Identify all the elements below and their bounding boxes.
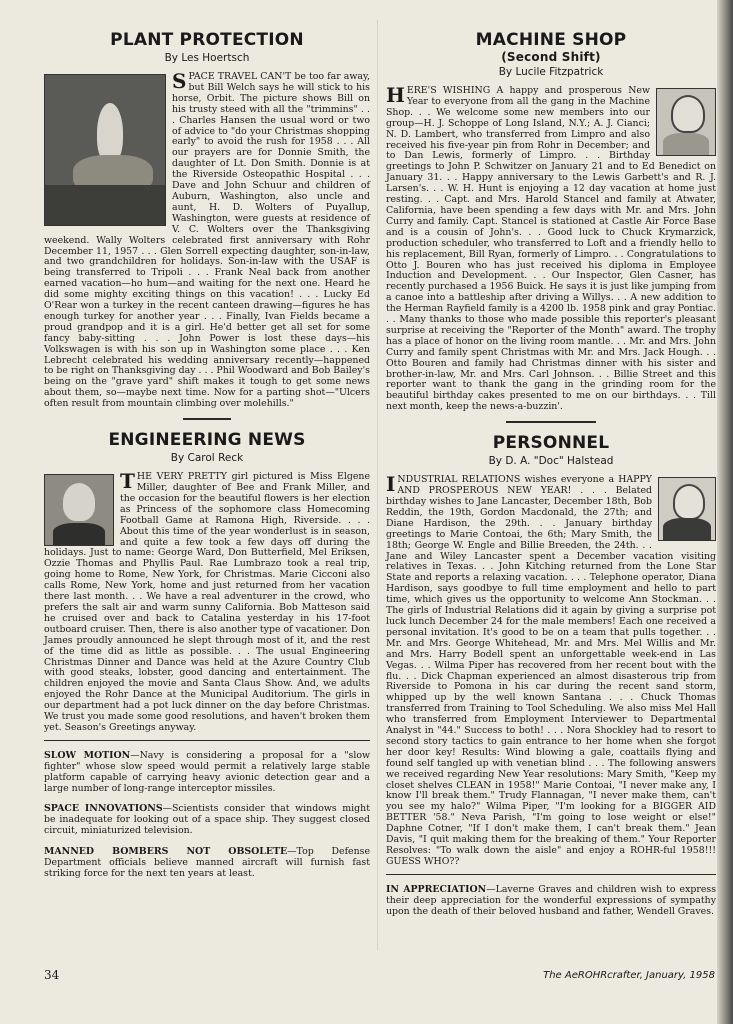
brief-manned-bombers xyxy=(44,847,370,880)
brief-space-innovations xyxy=(44,804,370,837)
section-divider xyxy=(183,418,231,420)
portrait-photo xyxy=(44,474,114,546)
engineering-news-article xyxy=(44,469,370,734)
portrait-photo xyxy=(658,477,716,541)
plant-protection-title: PLANT PROTECTION xyxy=(110,30,304,50)
machine-shop-title: MACHINE SHOP xyxy=(475,30,627,50)
brief-label: IN APPRECIATION xyxy=(386,883,487,895)
brief-label: SLOW MOTION xyxy=(44,749,131,761)
brief-slow-motion xyxy=(44,751,370,795)
publication-footer: The AeROHRcrafter, January, 1958 xyxy=(543,970,715,981)
page-number: 34 xyxy=(44,968,60,982)
brief-text: —Navy is considering a proposal for a "slow fighter" whose slow speed would permit a relatively large stable platform capable of carrying heavy avionic detection gear and a large number of long-range interceptor missiles. xyxy=(44,749,370,794)
machine-shop-subtitle: (Second Shift) xyxy=(501,50,601,64)
engineering-news-text: THE VERY PRETTY girl pictured is Miss Elgene Miller, daughter of Bee and Frank Miller, and the occasion for the beautiful flowers is her election as Princess of the sophomore class Homecoming Football Game at Ramona High, Riverside. . . . About this time of the year wonderlust is in season, and quite a few took a few days off during the holidays. Just to name: George Ward, Don Butterfield, Mel Eriksen, Ozzie Thomas and Phyllis Paul. Rae Lumbrazo took a real trip, going home to Rome, New York, for Christmas. Marie Cicconi also calls Rome, New York, home and just returned from her vacation there last month. . . We have a real adventurer in the crowd, who prefers the salt air and warm sunny California. Bob Matteson said he cruised over and back to Catalina yesterday in his 17-foot outboard cruiser. Then, there is also another type of vacationer. Don James proudly announced he slept through most of it, and the rest of the time did as little as possible. . . The usual Engineering Christmas Dinner and Dance was held at the Azure Country Club with good steaks, lobster, good dancing and entertainment. The children enjoyed the movie and Santa Claus Show. And, we adults enjoyed the Rohr Dance at the Municipal Auditorium. The girls in our department had a pot luck dinner on the day before Christmas. We trust you made some good resolutions, and haven't broken them yet. Season's Greetings anyway. xyxy=(44,469,370,733)
section-divider xyxy=(506,421,596,423)
plant-protection-article xyxy=(44,69,370,410)
brief-text: —Laverne Graves and children wish to express their deep appreciation for the wonderful expressions of sympathy upon the death of their beloved husband and father, Wendell Graves. xyxy=(386,883,717,917)
machine-shop-byline: By Lucile Fitzpatrick xyxy=(498,66,604,78)
personnel-article xyxy=(386,472,716,868)
horse-rider-photo xyxy=(44,74,166,226)
brief-label: MANNED BOMBERS NOT OBSOLETE xyxy=(44,846,288,858)
column-rule xyxy=(377,20,378,950)
section-rule xyxy=(44,740,370,741)
left-column xyxy=(44,0,370,890)
page-spine-shadow xyxy=(717,0,733,1024)
personnel-text: INDUSTRIAL RELATIONS wishes everyone a HAPPY AND PROSPEROUS NEW YEAR! . . . Belated birthday wishes to Jane Lancaster, December 18th, Bob Reddin, the 19th, Gordon Macdonald, the 27th; and Diane Hardison, the 29th. . . January birthday greetings to Marie Contoai, the 6th; Mary Smith, the 18th; George W. Engle and Billie Breeden, the 24th. . . Jane and Wiley Lancaster spent a December vacation visiting relatives in Texas. . . John Kitching returned from the Lone Star State and reports a relaxing vacation. . . . Telephone operator, Diana Hardison, says goodbye to full time employment and hello to part time, which gives us the opportunity to welcome Ann Stockman. . . The girls of Industrial Relations did it again by giving a surprise pot luck lunch December 24 for the male members! Each one received a personal invitation. It's good to be on a team that pulls together. . . Mr. and Mrs. George Whitehead, Mr. and Mrs. Mel Willis and Mr. and Mrs. Harry Bodell spent an unforgettable week-end in Las Vegas. . . Wilma Piper has recovered from her recent bout with the flu. . . Dick Chapman experienced an almost disasterous trip from Riverside to Pomona in his car during the recent sand storm, whipped up by the well known Santana . . . Chuck Thomas transferred from Training to Tool Scheduling. We also miss Mel Hall who transferred from Employment Interviewer to Departmental Analyst in "44." Success to both! . . . Nora Shockley had to resort to second story tactics to gain entrance to her home when she forgot her door key! Results: Wind blowing a gale, coattails flying and found self tangled up with venetian blind . . . The following answers we received regarding New Year resolutions: Mary Smith, "Keep my closet shelves CLEAN in 1958!" Marie Contoai, "I never make any, I know I'll break them." Trudy Flannagan, "I never make them, can't you see my halo?" Wilma Piper, "I'm looking for a BIGGER AID BETTER '58." Neva Parish, "I'm going to lose weight or else!" Daphne Cotner, "If I don't make them, I can't break them." Jean Davis, "I quit making them for the breaking of them." Your Reporter Resolves: "To walk down the aisle" and enjoy a ROHR-ful 1958!!! GUESS WHO?? xyxy=(386,472,716,867)
machine-shop-article xyxy=(386,83,716,413)
personnel-byline: By D. A. "Doc" Halstead xyxy=(488,455,614,468)
portrait-photo xyxy=(656,88,716,156)
machine-shop-text: HERE'S WISHING A happy and prosperous New Year to everyone from all the gang in the Machine Shop. . . We welcome some new members into our group—H. J. Schoppe of Long Island, N.Y.; A. J. Cianci; N. D. Lambert, who transferred from Limpro and also received his five-year pin from Rohr in December; and to Dan Lewis, formerly of Limpro. . . Birthday greetings to John P. Schwitzer on January 21 and to Ed Benedict on January 31. . . Happy anniversary to the Lewis Garbett's and R. J. Larsen's. . . W. H. Hunt is enjoying a 12 day vacation at home just resting. . . Capt. and Mrs. Harold Stancel and family at Atwater, California, have been spending a few days with Mr. and Mrs. John Curry and family. Capt. Stancel is stationed at Castle Air Force Base and is a cousin of John's. . . Good luck to Chuck Krymarzick, production scheduler, who transferred to Loft and a friendly hello to his replacement, Bill Ryan, formerly of Limpro. . . Congratulations to Otto J. Bouren who has just received his diploma in Employee Induction and Development. . . Our Inspector, Glen Casner, has recently purchased a 1956 Buick. He says it is just like jumping from a canoe into a battleship after driving a Willys. . . A new addition to the Herman Rayfield family is a 4200 lb. 1958 pink and gray Pontiac. . . Many thanks to those who made possible this reporter's pleasant surprise at receiving the "Reporter of the Month" award. The trophy has a place of honor on the living room mantle. . . Mr. and Mrs. John Curry and family spent Christmas with Mr. and Mrs. Jack Hough. . . Otto Bouren and family had Christmas dinner with his sister and brother-in-law, Mr. and Mrs. Carl Johnson. . . Billie Street and this reporter want to thank the gang in the grinding room for the beautiful birthday cakes presented to me on our birthdays. . . Till next month, keep the news-a-buzzin'. xyxy=(386,83,716,413)
personnel-title: PERSONNEL xyxy=(492,433,610,454)
right-column xyxy=(386,0,716,928)
engineering-news-byline: By Carol Reck xyxy=(170,452,244,465)
brief-text: —Scientists consider that windows might be inadequate for looking out of a space ship. They suggest closed circuit, miniaturized television. xyxy=(44,803,370,837)
engineering-news-title: ENGINEERING NEWS xyxy=(108,430,306,451)
brief-label: SPACE INNOVATIONS xyxy=(44,803,163,815)
in-appreciation xyxy=(386,885,716,918)
plant-protection-byline: By Les Hoertsch xyxy=(164,52,250,64)
brief-text: —Top Defense Department officials believe manned aircraft will furnish fast striking force for the next ten years at least. xyxy=(44,846,370,879)
plant-protection-text: SPACE TRAVEL CAN'T be too far away, but Bill Welch says he will stick to his horse, Orbit. The picture shows Bill on his trusty steed with all the "trimmins" . . . Charles Hansen the usual word or two of advice to "do your Christmas shopping early" to avoid the rush for 1958 . . . All our prayers are for Donnie Smith, the daughter of Lt. Don Smith. Donnie is at the Riverside Osteopathic Hospital . . . Dave and John Schuur and children of Auburn, Washington, also uncle and aunt, H. D. Wolters of Puyallup, Washington, were guests at residence of V. C. Wolters over the Thanksgiving weekend. Wally Wolters celebrated first anniversary with Rohr December 11, 1957 . . . Glen Sorrell expecting daughter, son-in-law, and two grandchildren for holidays. Son-in-law with the USAF is being transferred to Tripoli . . . Frank Neal back from another earned vacation—ho hum—and waiting for the next one. Heard he did some mighty exciting things on this vacation! . . . Lucky Ed O'Rear won a turkey in the recent canteen drawing—figures he has enough turkey for another year . . . Finally, Ivan Fields became a proud grandpop and it is a girl. He'd better get all set for some fancy baby-sitting . . . John Power is lost these days—his Volkswagen is with his son up in Washington some place . . . Ken Lebrecht celebrated his wedding anniversary recently—happened to be right on Thanksgiving day . . . Phil Woodward and Bob Bailey's being on the "grave yard" shift makes it tough to get some news about them, so—maybe next time. Now for a parting shot—"Ulcers often result from mountain climbing over molehills." xyxy=(44,69,370,410)
section-rule xyxy=(386,874,716,875)
